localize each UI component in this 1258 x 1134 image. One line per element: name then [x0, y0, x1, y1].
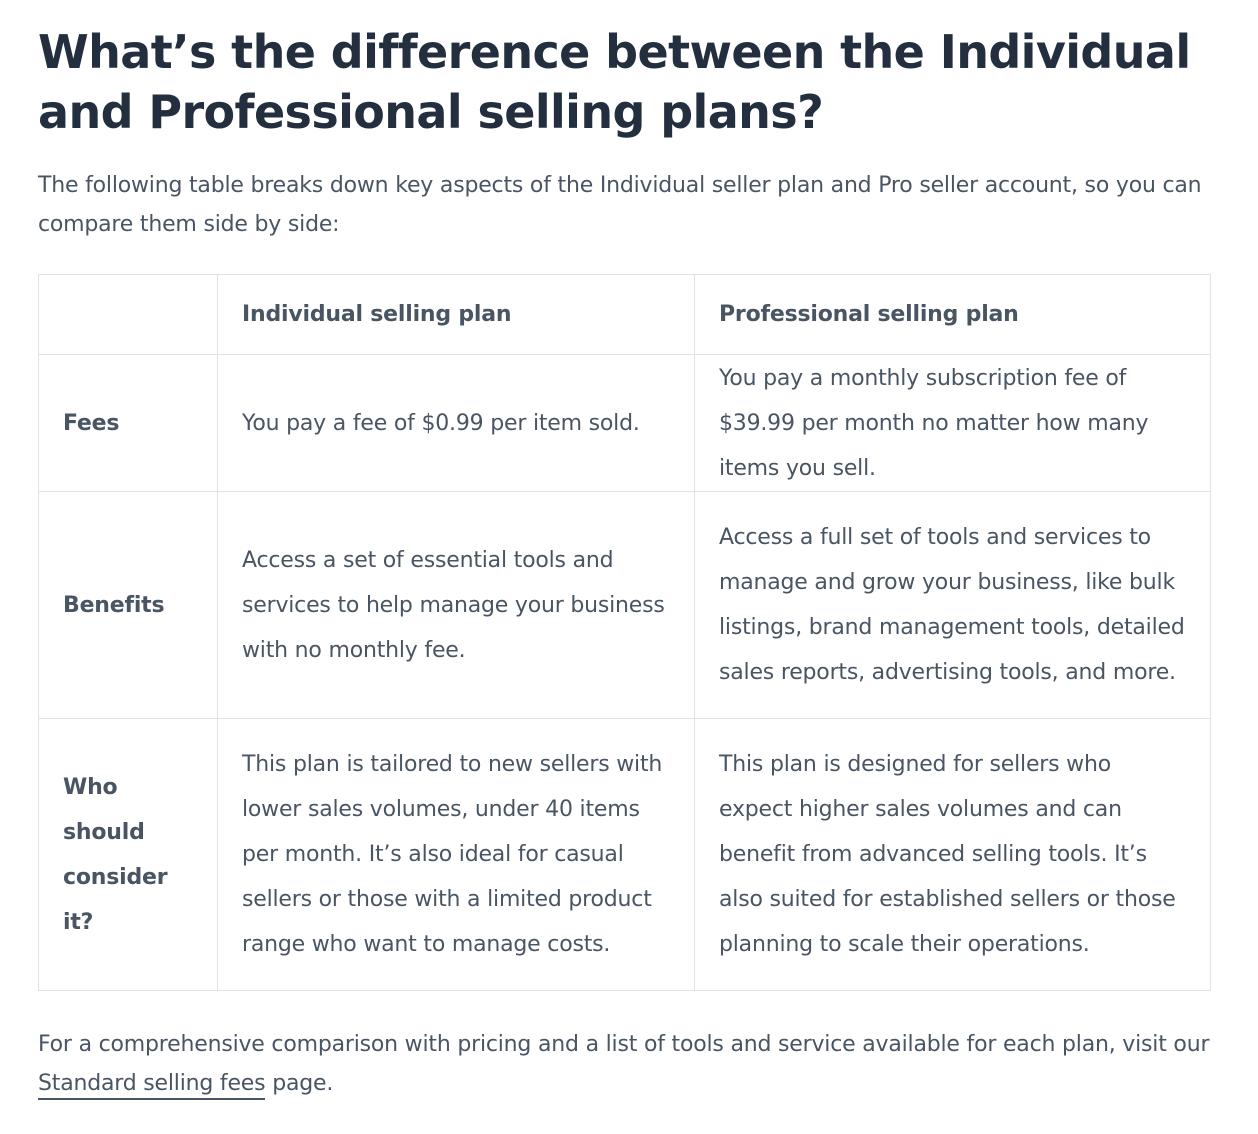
outro-text-after-link: page. [265, 1071, 334, 1096]
intro-paragraph: The following table breaks down key aspects of the Individual seller plan and Pro seller account, so you can compare them side by side: [38, 173, 1202, 237]
outro-text-before-link: For a comprehensive comparison with pricing and a list of tools and service available for each plan, visit our [38, 1032, 1210, 1057]
outro-paragraph [38, 1025, 1210, 1103]
cell-who-professional: This plan is designed for sellers who expect higher sales volumes and can benefit from advanced selling tools. It’s also suited for established sellers or those planning to scale their operations. [695, 719, 1211, 991]
cell-benefits-individual: Access a set of essential tools and services to help manage your business with no monthly fee. [218, 492, 695, 719]
row-label-fees: Fees [39, 355, 218, 492]
table-header-professional: Professional selling plan [695, 275, 1211, 355]
table-header-individual: Individual selling plan [218, 275, 695, 355]
row-label-benefits: Benefits [39, 492, 218, 719]
table-header-row [39, 275, 1211, 355]
table-row-fees [39, 355, 1211, 492]
cell-fees-professional: You pay a monthly subscription fee of $39.99 per month no matter how many items you sell. [695, 355, 1211, 492]
standard-selling-fees-link[interactable]: Standard selling fees [38, 1071, 265, 1100]
cell-who-individual: This plan is tailored to new sellers with lower sales volumes, under 40 items per month. It’s also ideal for casual sellers or those with a limited product range who want to manage costs. [218, 719, 695, 991]
table-row-who-should-consider [39, 719, 1211, 991]
cell-benefits-professional: Access a full set of tools and services to manage and grow your business, like bulk listings, brand management tools, detailed sales reports, advertising tools, and more. [695, 492, 1211, 719]
table-row-benefits [39, 492, 1211, 719]
comparison-table [38, 274, 1211, 991]
cell-fees-individual: You pay a fee of $0.99 per item sold. [218, 355, 695, 492]
article [38, 22, 1210, 1103]
page-title: What’s the difference between the Individual and Professional selling plans? [38, 25, 1191, 139]
row-label-who-should-consider: Who should consider it? [39, 719, 218, 991]
table-header-empty [39, 275, 218, 355]
